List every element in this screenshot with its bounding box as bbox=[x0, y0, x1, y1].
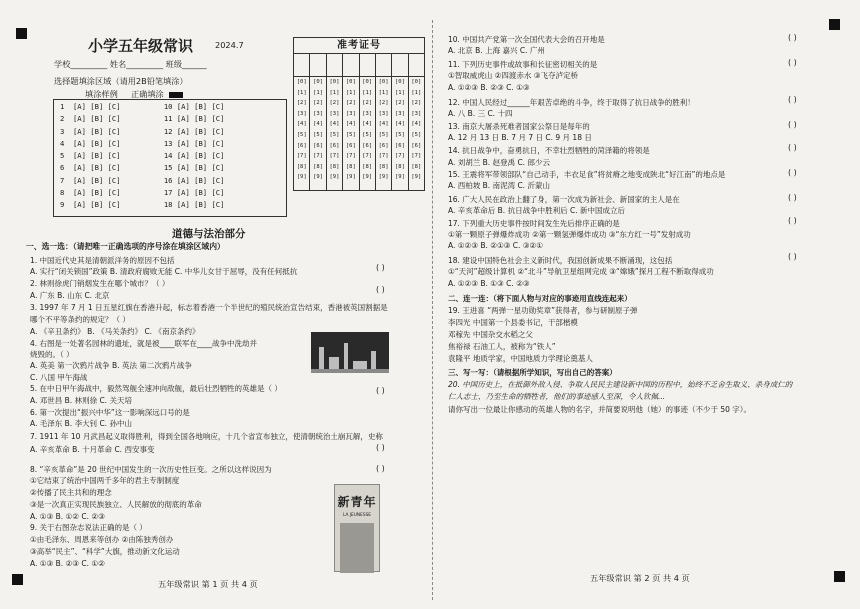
question-line: A. ①②③ B. ②③ C. ①③ bbox=[448, 83, 530, 92]
question-line: ①智取威虎山 ②四渡赤水 ③飞夺泸定桥 bbox=[448, 71, 578, 80]
answer-row[interactable]: 9 [A] [B] [C] 18 [A] [B] [C] bbox=[60, 200, 225, 210]
question-line: 6. 第一次提出“振兴中华”这一影响深远口号的是 bbox=[30, 408, 190, 417]
exam-digit-bubble[interactable]: [3] bbox=[296, 110, 307, 117]
question-line: A. 北京 B. 上海 嘉兴 C. 广州 bbox=[448, 46, 545, 55]
exam-number-write-cell[interactable] bbox=[294, 54, 309, 77]
question-line: ③是一次真正实现民族独立、人民解放的彻底的革命 bbox=[30, 500, 202, 509]
question-line: 10. 中国共产党第一次全国代表大会的召开地是 bbox=[448, 35, 605, 44]
exam-number-write-cell[interactable] bbox=[310, 54, 325, 77]
answer-paren[interactable]: ( ) bbox=[376, 263, 385, 272]
exam-digit-bubble[interactable]: [5] bbox=[362, 131, 373, 138]
exam-number-write-cell[interactable] bbox=[392, 54, 407, 77]
exam-digit-bubble[interactable]: [7] bbox=[296, 153, 307, 160]
question-line: A. 邓世昌 B. 林则徐 C. 关天培 bbox=[30, 396, 132, 405]
question-line: 8. “辛亥革命”是 20 世纪中国发生的一次历史性巨变。之所以这样说因为 bbox=[30, 465, 272, 474]
corner-mark-bottom-right bbox=[834, 571, 845, 582]
exam-number-column bbox=[392, 54, 408, 190]
question-line: ①它结束了统治中国两千多年的君主专制制度 bbox=[30, 476, 180, 485]
question-line: 袁隆平 地质学家，中国地质力学理论奠基人 bbox=[448, 354, 593, 363]
question-line: 三、写一写：（请根据所学知识，写出自己的答案） bbox=[448, 368, 617, 377]
corner-mark-bottom-left bbox=[12, 574, 23, 585]
exam-digit-bubble[interactable]: [0] bbox=[345, 79, 356, 85]
corner-mark-top-right bbox=[829, 19, 840, 30]
exam-digit-bubble[interactable]: [3] bbox=[329, 110, 340, 117]
exam-digit-bubble[interactable]: [8] bbox=[296, 163, 307, 170]
exam-digit-bubble[interactable]: [1] bbox=[313, 89, 324, 96]
exam-digit-bubble[interactable]: [1] bbox=[378, 89, 389, 96]
exam-digit-bubble[interactable]: [0] bbox=[313, 79, 324, 85]
answer-paren[interactable]: ( ) bbox=[376, 285, 385, 294]
exam-digit-bubble[interactable]: [0] bbox=[394, 79, 405, 85]
exam-digit-bubble[interactable]: [2] bbox=[345, 100, 356, 107]
question-line: 邓稼先 中国杂交水稻之父 bbox=[448, 330, 533, 339]
question-line: A. 辛亥革命后 B. 抗日战争中胜利后 C. 新中国成立后 bbox=[448, 206, 625, 215]
question-line: A. 辛亥革命 B. 十月革命 C. 西安事变 bbox=[30, 445, 155, 454]
exam-number-column bbox=[409, 54, 424, 190]
exam-digit-bubble[interactable]: [9] bbox=[394, 174, 405, 181]
answer-paren[interactable]: ( ) bbox=[788, 95, 797, 104]
question-line: ②传播了民主共和的理念 bbox=[30, 488, 112, 497]
exam-digit-bubble[interactable]: [9] bbox=[345, 174, 356, 181]
exam-digit-bubble[interactable]: [8] bbox=[411, 163, 422, 170]
magazine-subtitle: LA JEUNESSE bbox=[342, 513, 372, 518]
fill-sample-correct: 正确填涂 bbox=[130, 89, 164, 99]
exam-digit-bubble[interactable]: [6] bbox=[394, 142, 405, 149]
exam-digit-bubble[interactable]: [0] bbox=[329, 79, 340, 85]
exam-digit-bubble[interactable]: [9] bbox=[362, 174, 373, 181]
exam-digit-bubble[interactable]: [4] bbox=[378, 121, 389, 128]
exam-number-column bbox=[376, 54, 392, 190]
exam-digit-bubble[interactable]: [9] bbox=[296, 174, 307, 181]
exam-digit-bubble[interactable]: [7] bbox=[411, 153, 422, 160]
answer-row[interactable]: 6 [A] [B] [C] 15 [A] [B] [C] bbox=[60, 163, 225, 173]
question-line: A. ①③ B. ②③ C. ①② bbox=[30, 559, 105, 568]
answer-row[interactable]: 3 [A] [B] [C] 12 [A] [B] [C] bbox=[60, 126, 225, 136]
answer-row[interactable]: 5 [A] [B] [C] 14 [A] [B] [C] bbox=[60, 151, 225, 161]
exam-digit-bubble[interactable]: [1] bbox=[329, 89, 340, 96]
exam-digit-bubble[interactable]: [6] bbox=[329, 142, 340, 149]
question-line: A. 《辛丑条约》 B. 《马关条约》 C. 《南京条约》 bbox=[30, 327, 200, 336]
question-line: A. 毛泽东 B. 李大钊 C. 孙中山 bbox=[30, 419, 132, 428]
question-line: 19. 王进喜 “两弹一星功勋奖章”获得者，参与研制原子弹 bbox=[448, 306, 638, 315]
exam-digit-bubble[interactable]: [5] bbox=[378, 131, 389, 138]
exam-digit-bubble[interactable]: [0] bbox=[378, 79, 389, 85]
exam-digit-bubble[interactable]: [2] bbox=[313, 100, 324, 107]
question-line: A. 12 月 13 日 B. 7 月 7 日 C. 9 月 18 日 bbox=[448, 133, 592, 142]
answer-paren[interactable]: ( ) bbox=[788, 252, 797, 261]
magazine-cover bbox=[334, 484, 380, 572]
question-line: 14. 抗日战争中，奋勇抗日，不幸壮烈牺牲的菏泽籍的将领是 bbox=[448, 146, 650, 155]
corner-mark-top-left bbox=[16, 28, 27, 39]
exam-digit-bubble[interactable]: [3] bbox=[378, 110, 389, 117]
exam-digit-bubble[interactable]: [9] bbox=[313, 174, 324, 181]
exam-digit-bubble[interactable]: [1] bbox=[362, 89, 373, 96]
exam-digit-bubble[interactable]: [2] bbox=[378, 100, 389, 107]
exam-digit-bubble[interactable]: [3] bbox=[411, 110, 422, 117]
question-line: 2. 林则徐虎门销烟发生在哪个城市？（ ） bbox=[30, 279, 170, 288]
exam-digit-bubble[interactable]: [5] bbox=[329, 131, 340, 138]
exam-digit-bubble[interactable]: [6] bbox=[362, 142, 373, 149]
magazine-title: 新青年 bbox=[337, 495, 377, 509]
exam-digit-bubble[interactable]: [0] bbox=[411, 79, 422, 85]
exam-number-column bbox=[343, 54, 359, 190]
question-line: 9. 关于右图杂志说法正确的是（ ） bbox=[30, 523, 147, 532]
answer-paren[interactable]: ( ) bbox=[788, 143, 797, 152]
exam-digit-bubble[interactable]: [5] bbox=[313, 131, 324, 138]
exam-digit-bubble[interactable]: [0] bbox=[296, 79, 307, 85]
exam-digit-bubble[interactable]: [5] bbox=[345, 131, 356, 138]
exam-number-write-cell[interactable] bbox=[376, 54, 391, 77]
question-line: ①由毛泽东、周恩来等创办 ②由陈独秀创办 bbox=[30, 535, 174, 544]
exam-digit-bubble[interactable]: [7] bbox=[362, 153, 373, 160]
answer-paren[interactable]: ( ) bbox=[788, 120, 797, 129]
exam-number-column bbox=[327, 54, 343, 190]
question-line: A. 八 B. 三 C. 十四 bbox=[448, 109, 513, 118]
page-divider bbox=[432, 20, 433, 600]
exam-digit-bubble[interactable]: [6] bbox=[378, 142, 389, 149]
page2-footer: 五年级常识 第 2 页 共 4 页 bbox=[590, 573, 690, 583]
question-line: 5. 在中日甲午海战中，毅然驾舰全速冲向敌舰，最后壮烈牺牲的英雄是（ ） bbox=[30, 384, 282, 393]
exam-title: 小学五年级常识 bbox=[88, 37, 194, 55]
exam-digit-bubble[interactable]: [2] bbox=[329, 100, 340, 107]
section-choice-title: 一、选一选：（请把唯一正确选项的序号涂在填涂区域内） bbox=[26, 242, 225, 251]
exam-digit-bubble[interactable]: [2] bbox=[362, 100, 373, 107]
answer-paren[interactable]: ( ) bbox=[376, 386, 385, 395]
question-line: 12. 中国人民经过______年艰苦卓绝的斗争，终于取得了抗日战争的胜利！ bbox=[448, 98, 695, 107]
answer-paren[interactable]: ( ) bbox=[788, 58, 797, 67]
exam-digit-bubble[interactable]: [7] bbox=[394, 153, 405, 160]
exam-digit-bubble[interactable]: [1] bbox=[411, 89, 422, 96]
question-line: 16. 广大人民在政治上翻了身，第一次成为新社会、新国家的主人是在 bbox=[448, 195, 680, 204]
question-line: 二、连一连：（将下面人物与对应的事迹用直线连起来） bbox=[448, 294, 632, 303]
question-line: 13. 南京大屠杀死难者国家公祭日是每年的 bbox=[448, 122, 590, 131]
question-line: A. ①②③ B. ②①③ C. ③②① bbox=[448, 241, 543, 250]
exam-digit-bubble[interactable]: [8] bbox=[345, 163, 356, 170]
exam-digit-bubble[interactable]: [1] bbox=[345, 89, 356, 96]
exam-digit-bubble[interactable]: [8] bbox=[313, 163, 324, 170]
question-line: 7. 1911 年 10 月武昌起义取得胜利，得到全国各地响应，十几个省宣布独立，使清朝统治土崩瓦解，史称 bbox=[30, 432, 383, 441]
answer-paren[interactable]: ( ) bbox=[788, 193, 797, 202]
exam-digit-bubble[interactable]: [9] bbox=[411, 174, 422, 181]
question-line: 4. 右图是一处著名园林的遗址，就是被____联军在____战争中洗劫并 bbox=[30, 339, 258, 348]
question-line: A. 刘胡兰 B. 赵登禹 C. 郎少云 bbox=[448, 158, 550, 167]
question-line: 18. 建设中国特色社会主义新时代，我国创新成果不断涌现，这包括 bbox=[448, 256, 673, 265]
question-line: C. 八国 甲午海战 bbox=[30, 373, 88, 382]
answer-paren[interactable]: ( ) bbox=[376, 464, 385, 473]
exam-digit-bubble[interactable]: [8] bbox=[394, 163, 405, 170]
question-line: A. 实行“闭关锁国”政策 B. 清政府腐败无能 C. 中华儿女甘于屈辱，没有任何抵抗 bbox=[30, 267, 298, 276]
exam-digit-bubble[interactable]: [4] bbox=[313, 121, 324, 128]
answer-paren[interactable]: ( ) bbox=[788, 168, 797, 177]
exam-digit-bubble[interactable]: [3] bbox=[394, 110, 405, 117]
part-title: 道德与法治部分 bbox=[172, 228, 246, 240]
student-info-fields: 学校_________ 姓名_________ 班级______ bbox=[54, 59, 207, 69]
answer-paren[interactable]: ( ) bbox=[788, 33, 797, 42]
exam-digit-bubble[interactable]: [1] bbox=[296, 89, 307, 96]
exam-digit-bubble[interactable]: [8] bbox=[329, 163, 340, 170]
exam-digit-bubble[interactable]: [5] bbox=[411, 131, 422, 138]
exam-digit-bubble[interactable]: [7] bbox=[313, 153, 324, 160]
exam-digit-bubble[interactable]: [3] bbox=[313, 110, 324, 117]
question-line: 17. 下列重大历史事件按时间发生先后排序正确的是 bbox=[448, 219, 620, 228]
question-line: 哪个不平等条约的规定？（ ） bbox=[30, 315, 130, 324]
question-line: 烧毁的。（ ） bbox=[30, 350, 74, 359]
exam-digit-bubble[interactable]: [4] bbox=[296, 121, 307, 128]
exam-digit-bubble[interactable]: [9] bbox=[378, 174, 389, 181]
exam-digit-bubble[interactable]: [9] bbox=[329, 174, 340, 181]
question-line: 1. 中国近代史其是清朝派洋务的原因不包括 bbox=[30, 256, 175, 265]
question-line: A. 英美 第一次鸦片战争 B. 英法 第二次鸦片战争 bbox=[30, 361, 192, 370]
answer-paren[interactable]: ( ) bbox=[788, 216, 797, 225]
answer-grid bbox=[53, 99, 287, 217]
exam-digit-bubble[interactable]: [6] bbox=[313, 142, 324, 149]
fill-sample-text: 填涂样例 bbox=[85, 89, 118, 99]
exam-date: 2024.7 bbox=[215, 40, 244, 50]
exam-digit-bubble[interactable]: [6] bbox=[345, 142, 356, 149]
question-line: ①第一颗原子弹爆炸成功 ②第一颗氢弹爆炸成功 ③“东方红一号”发射成功 bbox=[448, 230, 691, 239]
question-line: A. 西柏坡 B. 南泥湾 C. 沂蒙山 bbox=[448, 181, 550, 190]
exam-digit-bubble[interactable]: [8] bbox=[362, 163, 373, 170]
exam-digit-bubble[interactable]: [0] bbox=[362, 79, 373, 85]
page1-footer: 五年级常识 第 1 页 共 4 页 bbox=[158, 579, 258, 589]
exam-number-box bbox=[293, 37, 425, 191]
exam-digit-bubble[interactable]: [6] bbox=[296, 142, 307, 149]
question-line: 11. 下列历史事件或故事和长征密切相关的是 bbox=[448, 60, 598, 69]
exam-number-write-cell[interactable] bbox=[327, 54, 342, 77]
exam-digit-bubble[interactable]: [4] bbox=[362, 121, 373, 128]
exam-digit-bubble[interactable]: [6] bbox=[411, 142, 422, 149]
exam-digit-bubble[interactable]: [8] bbox=[378, 163, 389, 170]
exam-number-column bbox=[360, 54, 376, 190]
question-line: 仁人志士，乃至生命的牺牲者，他们的事迹感人至深，令人钦佩... bbox=[448, 392, 666, 401]
question-line: A. ①②③ B. ①③ C. ②③ bbox=[448, 279, 530, 288]
exam-digit-bubble[interactable]: [3] bbox=[362, 110, 373, 117]
question-line: 李四光 中国第一个县委书记，干部楷模 bbox=[448, 318, 578, 327]
question-line: 15. 王震将军带领部队“自己动手，丰衣足食”将贫瘠之地变成陕北“好江南”的地点是 bbox=[448, 170, 726, 179]
exam-digit-bubble[interactable]: [1] bbox=[394, 89, 405, 96]
question-line: 20. 中国历史上，在抵御外敌入侵、争取人民民主建设新中国的历程中，始终不乏舍生取义、杀身成仁的 bbox=[448, 380, 793, 389]
exam-digit-bubble[interactable]: [2] bbox=[411, 100, 422, 107]
answer-row[interactable]: 7 [A] [B] [C] 16 [A] [B] [C] bbox=[60, 175, 225, 185]
exam-digit-bubble[interactable]: [2] bbox=[296, 100, 307, 107]
exam-digit-bubble[interactable]: [4] bbox=[411, 121, 422, 128]
exam-number-title: 准考证号 bbox=[294, 38, 424, 54]
question-line: A. ①③ B. ①② C. ②③ bbox=[30, 512, 105, 521]
exam-number-column bbox=[310, 54, 326, 190]
ruins-photo bbox=[311, 332, 389, 373]
exam-digit-bubble[interactable]: [7] bbox=[378, 153, 389, 160]
exam-digit-bubble[interactable]: [7] bbox=[345, 153, 356, 160]
exam-digit-bubble[interactable]: [7] bbox=[329, 153, 340, 160]
exam-digit-bubble[interactable]: [3] bbox=[345, 110, 356, 117]
question-line: A. 广东 B. 山东 C. 北京 bbox=[30, 291, 110, 300]
exam-number-write-cell[interactable] bbox=[409, 54, 424, 77]
answer-paren[interactable]: ( ) bbox=[376, 443, 385, 452]
question-line: 焦裕禄 石油工人，被称为“铁人” bbox=[448, 342, 556, 351]
exam-digit-bubble[interactable]: [2] bbox=[394, 100, 405, 107]
exam-digit-bubble[interactable]: [4] bbox=[394, 121, 405, 128]
question-line: ③高举“民主”、“科学”大旗，推动新文化运动 bbox=[30, 547, 180, 556]
exam-number-write-cell[interactable] bbox=[343, 54, 358, 77]
question-line: 请你写出一位最让你感动的英雄人物的名字，并简要说明他（她）的事迹（不少于 50 字）。 bbox=[448, 405, 752, 414]
answer-area-title: 选择题填涂区域（请用2B铅笔填涂） bbox=[54, 76, 188, 86]
question-line: 3. 1997 年 7 月 1 日五星红旗在香港升起，标志着香港一个半世纪的殖民统治宣告结束，香港被英国割据是 bbox=[30, 303, 388, 312]
filled-bubble-sample bbox=[169, 92, 183, 98]
exam-digit-bubble[interactable]: [4] bbox=[345, 121, 356, 128]
exam-number-write-cell[interactable] bbox=[360, 54, 375, 77]
answer-row[interactable]: 4 [A] [B] [C] 13 [A] [B] [C] bbox=[60, 138, 225, 148]
exam-digit-bubble[interactable]: [5] bbox=[394, 131, 405, 138]
exam-digit-bubble[interactable]: [5] bbox=[296, 131, 307, 138]
answer-row[interactable]: 2 [A] [B] [C] 11 [A] [B] [C] bbox=[60, 114, 225, 124]
exam-number-column bbox=[294, 54, 310, 190]
question-line: ①“天河”超级计算机 ②“北斗”导航卫星组网完成 ③“嫦娥”探月工程不断取得成功 bbox=[448, 267, 714, 276]
exam-digit-bubble[interactable]: [4] bbox=[329, 121, 340, 128]
answer-row[interactable]: 8 [A] [B] [C] 17 [A] [B] [C] bbox=[60, 188, 225, 198]
answer-row[interactable]: 1 [A] [B] [C] 10 [A] [B] [C] bbox=[60, 102, 225, 111]
